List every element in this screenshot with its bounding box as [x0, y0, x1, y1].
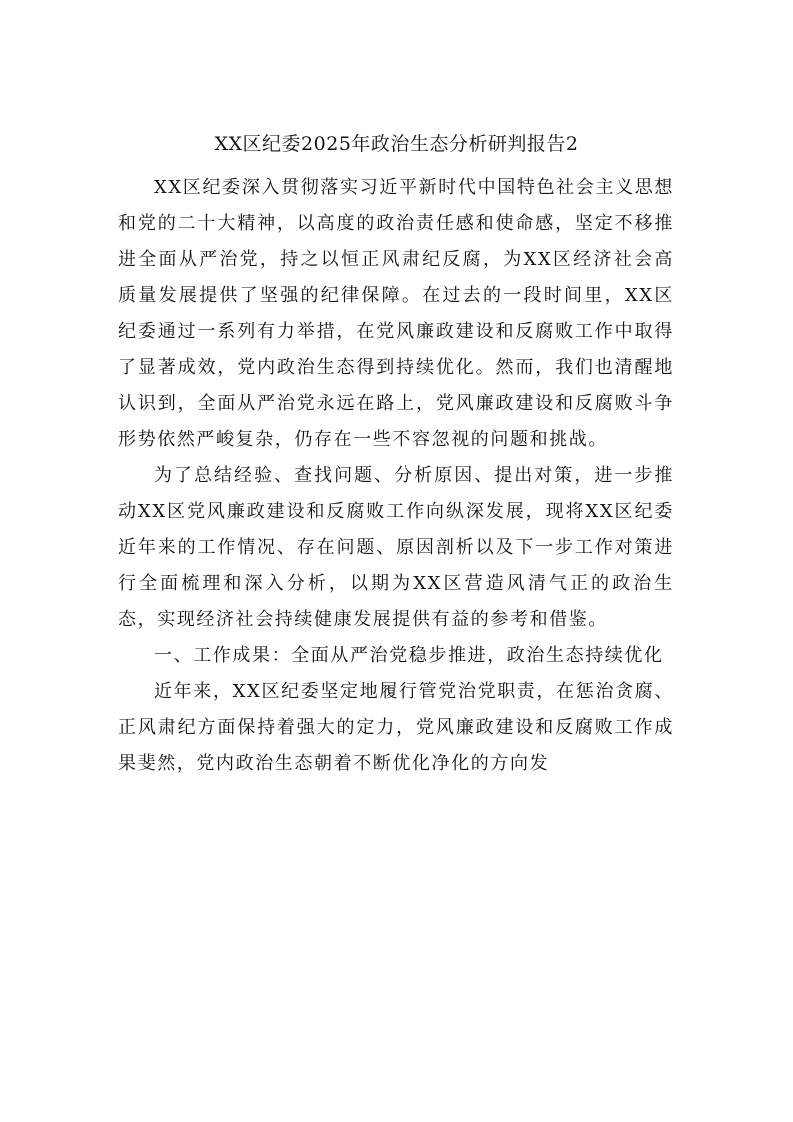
section-heading-1: 一、工作成果：全面从严治党稳步推进，政治生态持续优化 [154, 645, 664, 666]
paragraph-intro: XX区纪委深入贯彻落实习近平新时代中国特色社会主义思想和党的二十大精神，以高度的政治责任感和使命感，坚定不移推进全面从严治党，持之以恒正风肃纪反腐，为XX区经济社会高质量发展提供了坚强的纪律保障。在过去的一段时间里，XX区纪委通过一系列有力举措，在党风廉政建设和反腐败工作中取得了显著成效，党内政治生态得到持续优化。然而，我们也清醒地认识到，全面从严治党永远在路上，党风廉政建设和反腐败斗争形势依然严峻复杂，仍存在一些不容忽视的问题和挑战。 [118, 177, 674, 450]
paragraph-achievements: 近年来，XX区纪委坚定地履行管党治党职责，在惩治贪腐、正风肃纪方面保持着强大的定力，党风廉政建设和反腐败工作成果斐然，党内政治生态朝着不断优化净化的方向发 [118, 681, 674, 774]
paragraph-purpose: 为了总结经验、查找问题、分析原因、提出对策，进一步推动XX区党风廉政建设和反腐败工作向纵深发展，现将XX区纪委近年来的工作情况、存在问题、原因剖析以及下一步工作对策进行全面梳理和深入分析，以期为XX区营造风清气正的政治生态，实现经济社会持续健康发展提供有益的参考和借鉴。 [118, 465, 674, 630]
document-title: XX区纪委2025年政治生态分析研判报告2 [214, 133, 579, 155]
document-body [118, 170, 674, 782]
